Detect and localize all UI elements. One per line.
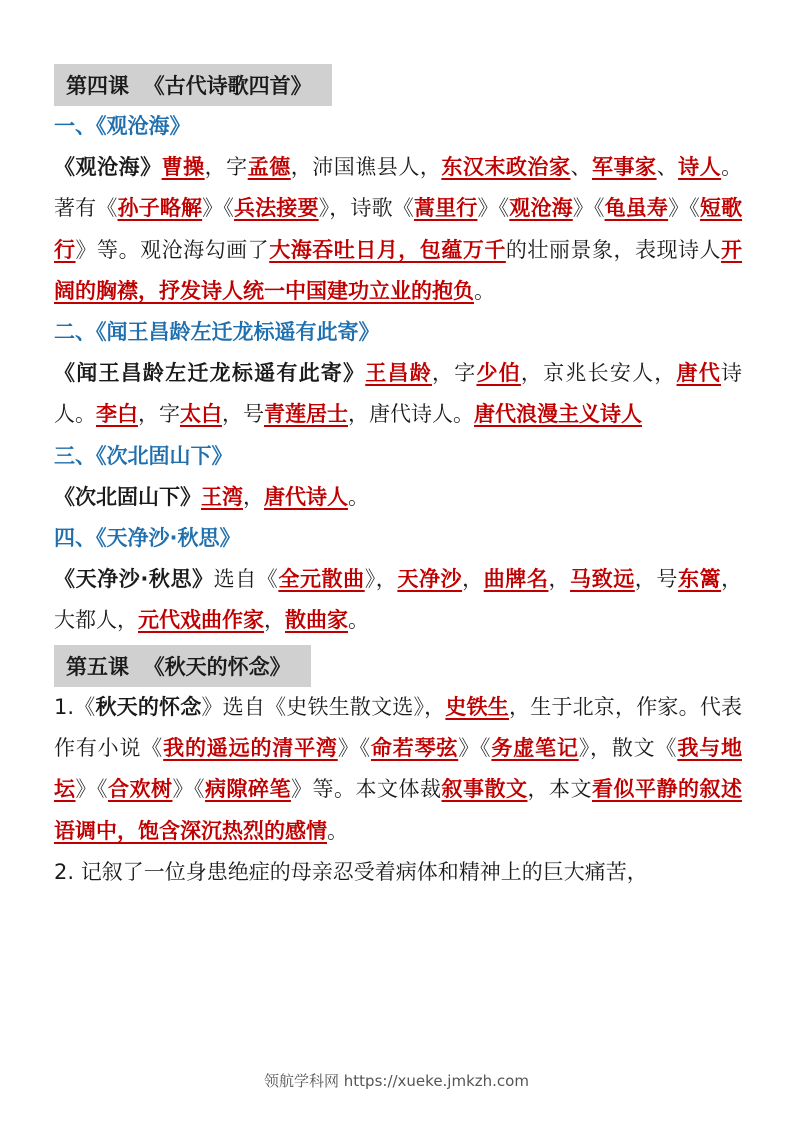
key-point: 唐代浪漫主义诗人 — [474, 402, 642, 427]
lesson-4-title: 第四课 《古代诗歌四首》 — [54, 64, 332, 106]
key-point: 少伯 — [476, 361, 521, 386]
text: 《闻王昌龄左迁龙标遥有此寄》 — [54, 361, 366, 386]
text: 》《 — [75, 777, 108, 802]
text: ， — [462, 567, 484, 592]
key-point: 天净沙 — [397, 567, 463, 592]
text: 秋天的怀念 — [95, 694, 202, 719]
text: ，字 — [204, 155, 248, 179]
text: ， — [548, 567, 571, 592]
text: 、 — [570, 155, 592, 179]
key-point: 我的遥远的清平湾 — [163, 735, 338, 760]
text: 》， — [364, 567, 398, 592]
text: 》等。本文体裁 — [291, 777, 442, 802]
section-1-heading: 一、《观沧海》 — [54, 114, 191, 138]
key-point: 太白 — [180, 402, 222, 427]
text: ，大都人， — [54, 567, 743, 633]
key-point: 大海吞吐日月，包蕴万千 — [269, 237, 506, 262]
footer-source: 领航学科网 https://xueke.jmkzh.com — [264, 1072, 529, 1090]
text: 选自《 — [213, 567, 279, 592]
text: 的壮丽景象，表现诗人 — [505, 237, 722, 262]
key-point: 短歌行 — [54, 196, 743, 262]
text: ， — [243, 484, 264, 509]
key-point: 我与地坛 — [54, 735, 742, 802]
key-point: 李白 — [96, 402, 138, 427]
key-point: 唐代 — [676, 361, 722, 386]
key-point: 军事家 — [592, 155, 657, 179]
text: 。 — [327, 818, 348, 843]
key-point: 王昌龄 — [365, 361, 432, 386]
key-point: 曲牌名 — [483, 567, 549, 592]
key-point: 蒿里行 — [413, 196, 478, 221]
section-4-paragraph — [54, 559, 742, 642]
key-point: 史铁生 — [445, 694, 509, 719]
text: 诗人。 — [54, 361, 743, 427]
key-point: 王湾 — [201, 484, 243, 509]
text: ，沛国谯县人， — [290, 155, 442, 179]
key-point: 务虚笔记 — [491, 735, 579, 760]
section-3-heading: 三、《次北固山下》 — [54, 443, 233, 468]
key-point: 元代戏曲作家 — [138, 608, 264, 633]
key-point: 散曲家 — [285, 608, 348, 633]
text: 。 — [474, 278, 495, 303]
text: 、 — [656, 155, 679, 179]
text: 》《 — [458, 735, 492, 760]
text: 》，散文《 — [578, 735, 678, 760]
key-point: 观沧海 — [509, 196, 573, 221]
key-point: 东汉末政治家 — [441, 155, 571, 179]
key-point: 孙子略解 — [117, 196, 203, 221]
text: 》《 — [202, 196, 234, 221]
key-point: 孟德 — [247, 155, 291, 179]
key-point: 合欢树 — [108, 777, 173, 802]
lesson-5-paragraph-1 — [54, 687, 742, 852]
key-point: 马致远 — [570, 567, 635, 592]
section-4-heading: 四、《天净沙·秋思》 — [54, 526, 241, 551]
text: 》选自《史铁生散文选》， — [201, 694, 446, 719]
text: ，生于北京，作家。代表作有小说《 — [54, 694, 743, 760]
text: 》等。观沧海勾画了 — [75, 237, 270, 262]
text: 《观沧海》 — [54, 155, 162, 179]
text: 。 — [348, 484, 369, 509]
text: 《次北固山下》 — [54, 484, 201, 509]
key-point: 曹操 — [161, 155, 205, 179]
key-point: 病隙碎笔 — [205, 777, 291, 802]
section-2-heading: 二、《闻王昌龄左迁龙标遥有此寄》 — [54, 320, 380, 345]
text: 》《 — [668, 196, 700, 221]
text: 》《 — [477, 196, 510, 221]
text: ，本文 — [527, 777, 592, 802]
key-point: 青莲居士 — [264, 402, 348, 427]
key-point: 唐代诗人 — [264, 484, 348, 509]
key-point: 命若琴弦 — [370, 735, 459, 760]
text: ，号 — [222, 402, 264, 427]
text: ，京兆长安人， — [520, 361, 677, 386]
text: 1.《 — [54, 694, 96, 719]
section-2-paragraph — [54, 353, 742, 436]
document-page — [54, 64, 742, 893]
text: 。著有《 — [54, 155, 743, 221]
text: 《天净沙·秋思》 — [54, 567, 214, 592]
lesson-5-paragraph-2: 2. 记叙了一位身患绝症的母亲忍受着病体和精神上的巨大痛苦， — [54, 859, 648, 884]
text: ，字 — [431, 361, 477, 386]
text: ，号 — [634, 567, 678, 592]
text: 》《 — [337, 735, 371, 760]
text: 》《 — [172, 777, 205, 802]
key-point: 兵法接要 — [233, 196, 319, 221]
section-1-paragraph — [54, 147, 742, 312]
key-point: 叙事散文 — [441, 777, 528, 802]
lesson-5-title: 第五课 《秋天的怀念》 — [54, 645, 311, 687]
key-point: 诗人 — [678, 155, 722, 179]
text: ，字 — [138, 402, 180, 427]
key-point: 看似平静的叙述语调中，饱含深沉热烈的感情 — [54, 777, 742, 843]
text: 》，诗歌《 — [318, 196, 414, 221]
key-point: 东篱 — [677, 567, 722, 592]
text: 》《 — [572, 196, 605, 221]
text: ， — [264, 608, 285, 633]
text: 。 — [348, 608, 369, 633]
key-point: 开阔的胸襟，抒发诗人统一中国建功立业的抱负 — [54, 237, 743, 303]
key-point: 全元散曲 — [278, 567, 365, 592]
key-point: 龟虽寿 — [604, 196, 669, 221]
section-3-paragraph — [54, 477, 742, 518]
text: ，唐代诗人。 — [348, 402, 474, 427]
